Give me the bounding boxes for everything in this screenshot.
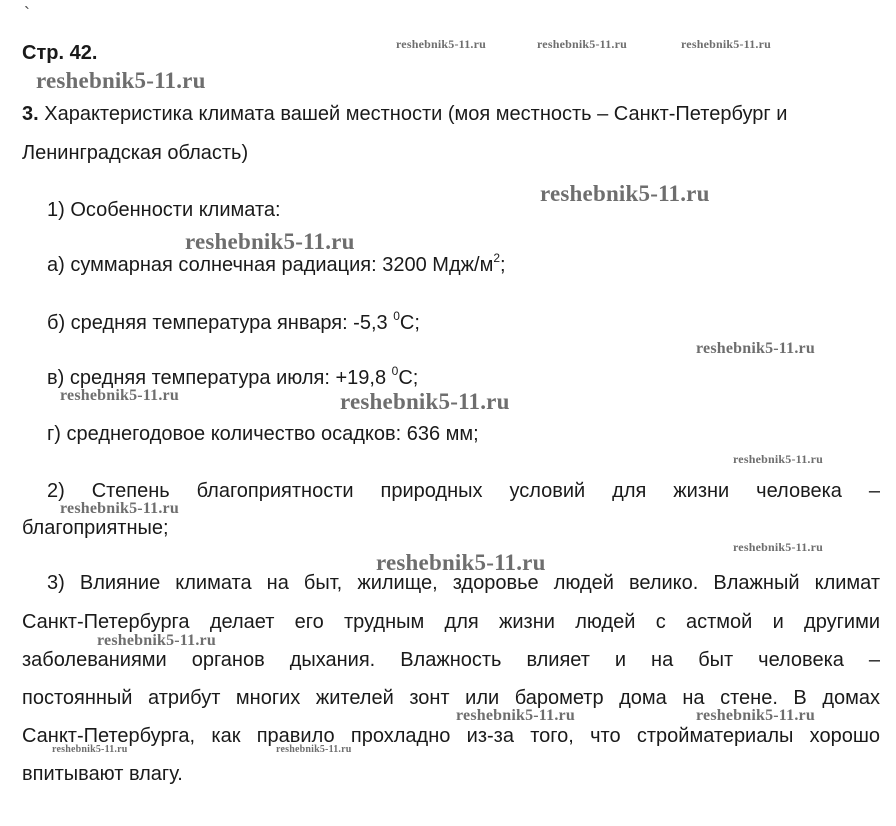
watermark: reshebnik5-11.ru bbox=[60, 500, 179, 517]
feature-precipitation: г) среднегодовое количество осадков: 636 мм; bbox=[47, 423, 479, 445]
task-number: 3. bbox=[22, 103, 39, 125]
watermark: reshebnik5-11.ru bbox=[396, 37, 486, 51]
watermark: reshebnik5-11.ru bbox=[537, 37, 627, 51]
watermark: reshebnik5-11.ru bbox=[376, 550, 546, 575]
january-sup: 0 bbox=[393, 309, 400, 324]
watermark: reshebnik5-11.ru bbox=[36, 68, 206, 93]
task-title-text: Характеристика климата вашей местности (моя местность – Санкт-Петербург и bbox=[44, 103, 788, 125]
watermark: reshebnik5-11.ru bbox=[540, 181, 710, 206]
watermark: reshebnik5-11.ru bbox=[696, 340, 815, 357]
july-sup: 0 bbox=[391, 364, 399, 379]
radiation-text: а) суммарная солнечная радиация: 3200 Мдж/м bbox=[47, 254, 494, 276]
influence-line-6: впитывают влагу. bbox=[22, 763, 183, 785]
favorability-line-1: 2) Степень благоприятности природных условий для жизни человека – bbox=[47, 480, 880, 502]
january-text: б) средняя температура января: -5,3 bbox=[47, 312, 394, 334]
page-label: Стр. 42. bbox=[22, 42, 98, 64]
radiation-sup: 2 bbox=[493, 251, 501, 266]
watermark: reshebnik5-11.ru bbox=[52, 744, 128, 755]
influence-line-4: постоянный атрибут многих жителей зонт или барометр дома на стене. В домах bbox=[22, 687, 880, 709]
watermark: reshebnik5-11.ru bbox=[733, 540, 823, 554]
watermark: reshebnik5-11.ru bbox=[696, 707, 815, 724]
watermark: reshebnik5-11.ru bbox=[97, 632, 216, 649]
watermark: reshebnik5-11.ru bbox=[60, 387, 179, 404]
watermark: reshebnik5-11.ru bbox=[681, 37, 771, 51]
watermark: reshebnik5-11.ru bbox=[456, 707, 575, 724]
feature-radiation bbox=[47, 253, 506, 277]
influence-line-5: Санкт-Петербурга, как правило прохладно из-за того, что стройматериалы хорошо bbox=[22, 725, 880, 747]
influence-line-1: 3) Влияние климата на быт, жилище, здоровье людей велико. Влажный климат bbox=[47, 572, 880, 594]
task-title-line-2: Ленинградская область) bbox=[22, 142, 249, 164]
watermark: reshebnik5-11.ru bbox=[733, 452, 823, 466]
feature-january bbox=[47, 311, 420, 335]
task-title-line-1 bbox=[22, 102, 787, 126]
july-tail: С; bbox=[398, 367, 419, 389]
influence-line-3: заболеваниями органов дыхания. Влажность влияет и на быт человека – bbox=[22, 649, 880, 671]
influence-line-2: Санкт-Петербурга делает его трудным для жизни людей с астмой и другими bbox=[22, 611, 880, 633]
favorability-line-2: благоприятные; bbox=[22, 517, 169, 539]
feature-july bbox=[47, 366, 418, 390]
watermark: reshebnik5-11.ru bbox=[185, 229, 355, 254]
radiation-tail: ; bbox=[500, 254, 506, 276]
watermark: reshebnik5-11.ru bbox=[276, 744, 352, 755]
july-text: в) средняя температура июля: +19,8 bbox=[47, 367, 392, 389]
features-heading: 1) Особенности климата: bbox=[47, 199, 281, 221]
january-tail: С; bbox=[399, 312, 420, 334]
stray-tick-mark: ` bbox=[24, 4, 30, 24]
watermark: reshebnik5-11.ru bbox=[340, 389, 510, 414]
